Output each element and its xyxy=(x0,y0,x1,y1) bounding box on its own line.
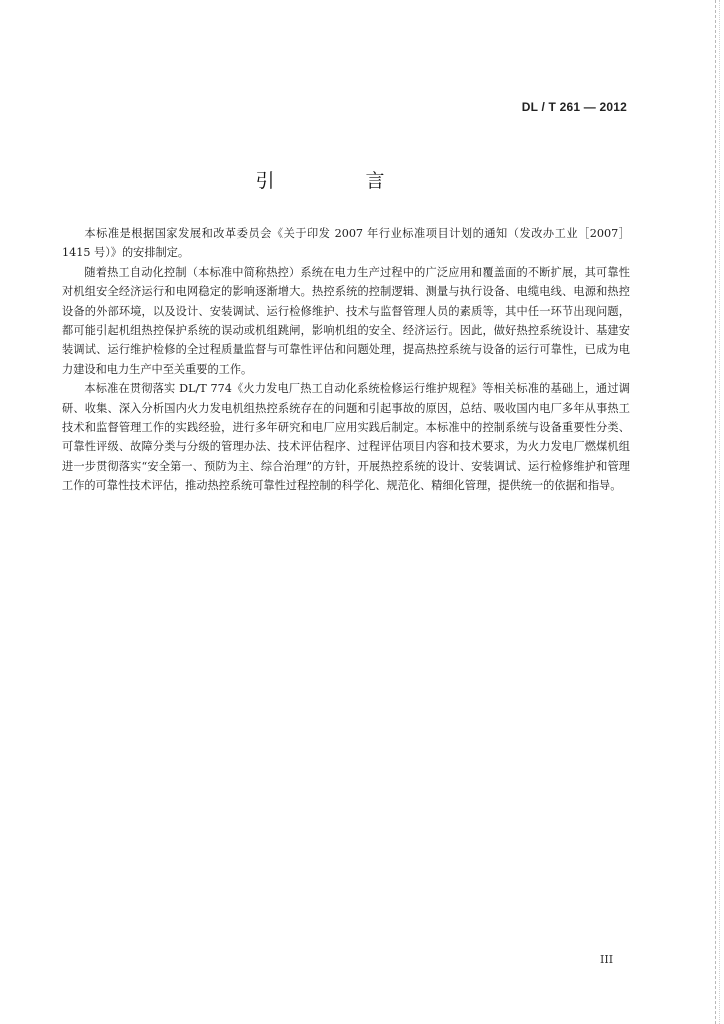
scan-edge-line-secondary xyxy=(719,0,720,1024)
body-text xyxy=(62,224,630,496)
section-title: 引 言 xyxy=(255,170,421,192)
scan-edge-line xyxy=(715,0,716,1024)
paragraph: 本标准是根据国家发展和改革委员会《关于印发 2007 年行业标准项目计划的通知（发改办工业［2007］1415 号）》的安排制定。 xyxy=(62,227,630,260)
paragraph: 随着热工自动化控制（本标准中简称热控）系统在电力生产过程中的广泛应用和覆盖面的不断扩展，其可靠性对机组安全经济运行和电网稳定的影响逐渐增大。热控系统的控制逻辑、测量与执行设备、电缆电线、电源和热控设备的外部环境，以及设计、安装调试、运行检修维护、技术与监督管理人员的素质等，其中任一环节出现问题，都可能引起机组热控保护系统的误动或机组跳闸，影响机组的安全、经济运行。因此，做好热控系统设计、基建安装调试、运行维护检修的全过程质量监督与可靠性评估和问题处理，提高热控系统与设备的运行可靠性，已成为电力建设和电力生产中至关重要的工作。 xyxy=(62,265,630,376)
page-number: III xyxy=(600,953,614,966)
paragraph: 本标准在贯彻落实 DL/T 774《火力发电厂热工自动化系统检修运行维护规程》等相关标准的基础上，通过调研、收集、深入分析国内火力发电机组热控系统存在的问题和引起事故的原因，总结、吸收国内电厂多年从事热工技术和监督管理工作的实践经验，进行多年研究和电厂应用实践后制定。本标准中的控制系统与设备重要性分类、可靠性评级、故障分类与分级的管理办法、技术评估程序、过程评估项目内容和技术要求，为火力发电厂燃煤机组进一步贯彻落实“安全第一、预防为主、综合治理”的方针，开展热控系统的设计、安装调试、运行检修维护和管理工作的可靠性技术评估，推动热控系统可靠性过程控制的科学化、规范化、精细化管理，提供统一的依据和指导。 xyxy=(62,382,630,493)
standard-code: DL / T 261 — 2012 xyxy=(521,100,627,114)
